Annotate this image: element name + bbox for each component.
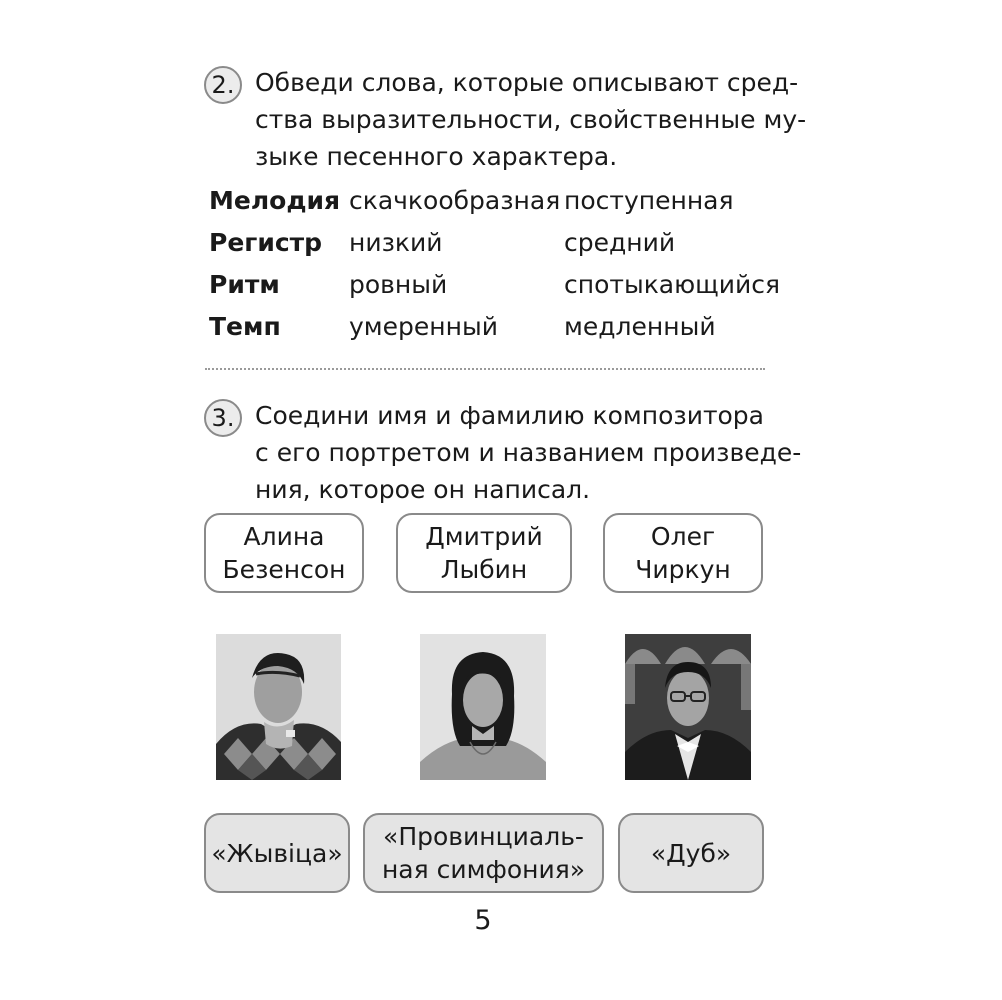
composer-last-name: Безенсон (222, 555, 346, 584)
instruction-line: Соедини имя и фамилию композитора (255, 401, 764, 430)
option-word[interactable]: умеренный (349, 312, 498, 341)
option-word[interactable]: спотыкающийся (564, 270, 780, 299)
option-word[interactable]: ровный (349, 270, 448, 299)
portrait-elderly-man[interactable] (216, 634, 341, 780)
option-word[interactable]: медленный (564, 312, 716, 341)
task-3-instruction (255, 397, 802, 508)
option-word[interactable]: низкий (349, 228, 443, 257)
work-title-line: «Провинциаль- (383, 822, 584, 851)
work-title-line: ная симфония» (381, 855, 586, 884)
composer-first-name: Дмитрий (425, 522, 543, 551)
portrait-man-glasses[interactable] (625, 634, 751, 780)
composer-last-name: Чиркун (635, 555, 731, 584)
page-number: 5 (474, 905, 492, 936)
instruction-line: Обведи слова, которые описывают сред- (255, 68, 799, 97)
option-word[interactable]: скачкообразная (349, 186, 561, 215)
instruction-line: зыке песенного характера. (255, 142, 618, 171)
work-box-dub[interactable] (618, 813, 764, 893)
composer-first-name: Алина (243, 522, 325, 551)
work-box-zhyvitsa[interactable] (204, 813, 350, 893)
composer-box-lybin[interactable] (396, 513, 572, 593)
portrait-man-glasses-image (625, 634, 751, 780)
work-box-provincial-symphony[interactable] (363, 813, 604, 893)
row-label-register: Регистр (209, 228, 323, 257)
work-title-line: «Дуб» (650, 838, 732, 868)
instruction-line: ния, которое он написал. (255, 475, 591, 504)
composer-first-name: Олег (650, 522, 716, 551)
option-word[interactable]: средний (564, 228, 676, 257)
instruction-line: ства выразительности, свойственные му- (255, 105, 807, 134)
instruction-line: с его портретом и названием произведе- (255, 438, 802, 467)
row-label-rhythm: Ритм (209, 270, 280, 299)
composer-box-chirkun[interactable] (603, 513, 763, 593)
row-label-melody: Мелодия (209, 186, 341, 215)
task-number-badge: 3. (204, 399, 242, 437)
composer-last-name: Лыбин (440, 555, 528, 584)
work-title-line: «Жывіца» (211, 838, 343, 868)
portrait-woman-image (420, 634, 546, 780)
portrait-elderly-man-image (216, 634, 341, 780)
task-2-instruction (255, 64, 807, 175)
row-label-tempo: Темп (209, 312, 281, 341)
dotted-divider (205, 368, 765, 370)
composer-box-bezenson[interactable] (204, 513, 364, 593)
option-word[interactable]: поступенная (564, 186, 734, 215)
task-number-badge: 2. (204, 66, 242, 104)
portrait-woman[interactable] (420, 634, 546, 780)
